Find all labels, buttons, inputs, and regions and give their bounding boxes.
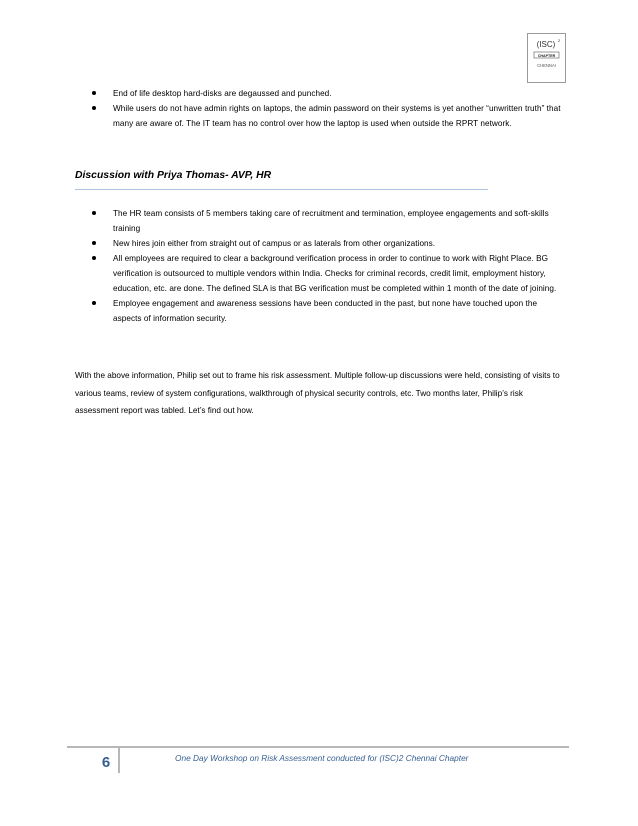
list-item (0, 206, 638, 236)
list-item (0, 296, 638, 326)
logo-graphic (528, 34, 565, 82)
summary-paragraph: With the above information, Philip set out to frame his risk assessment. Multiple follow-up discussions were held, consisting of visits to various teams, review of system configurations, walkthrough of physical security controls, etc. Two months later, Philip’s risk assessment report was tabled. Let’s find out how. (75, 371, 560, 415)
list-item-text: While users do not have admin rights on laptops, the admin password on their systems is yet another “unwritten truth” that many are aware of. The IT team has no control over how the laptop is used when outside the RPRT network. (113, 104, 561, 128)
list-item (0, 86, 638, 101)
page-number: 6 (101, 754, 111, 771)
hr-bullet-list (0, 206, 638, 326)
heading-underline (75, 189, 488, 190)
bullet-icon (92, 256, 96, 260)
list-item-text: New hires join either from straight out of campus or as laterals from other organizations. (113, 239, 436, 248)
logo-chennai-text: CHENNAI (537, 63, 556, 68)
bullet-icon (92, 106, 96, 110)
page-number-divider (118, 748, 120, 773)
section-heading: Discussion with Priya Thomas- AVP, HR (75, 170, 272, 181)
logo-chapter-text: CHAPTER (537, 54, 556, 58)
list-item-text: Employee engagement and awareness sessions have been conducted in the past, but none have touched upon the aspects of information security. (113, 299, 538, 323)
bullet-icon (92, 301, 96, 305)
bullet-icon (92, 91, 96, 95)
list-item (0, 251, 638, 296)
footer-rule (67, 746, 569, 748)
isc2-chapter-logo (527, 33, 566, 83)
bullet-icon (92, 211, 96, 215)
bullet-icon (92, 241, 96, 245)
list-item-text: The HR team consists of 5 members taking care of recruitment and termination, employee engagements and soft-skills training (113, 209, 549, 233)
list-item-text: All employees are required to clear a background verification process in order to continue to work with Right Place. BG verification is outsourced to multiple vendors within India. Checks for criminal records, credit limit, employment history, education, etc. are done. The defined SLA is that BG verification must be completed within 1 month of the date of joining. (113, 254, 557, 293)
footer-text: One Day Workshop on Risk Assessment conducted for (ISC)2 Chennai Chapter (175, 753, 469, 763)
list-item (0, 236, 638, 251)
logo-sup-text: 2 (557, 38, 561, 43)
list-item-text: End of life desktop hard-disks are degaussed and punched. (113, 89, 332, 98)
top-bullet-list (0, 86, 638, 131)
logo-isc-text: (ISC) (536, 40, 556, 49)
list-item (0, 101, 638, 131)
